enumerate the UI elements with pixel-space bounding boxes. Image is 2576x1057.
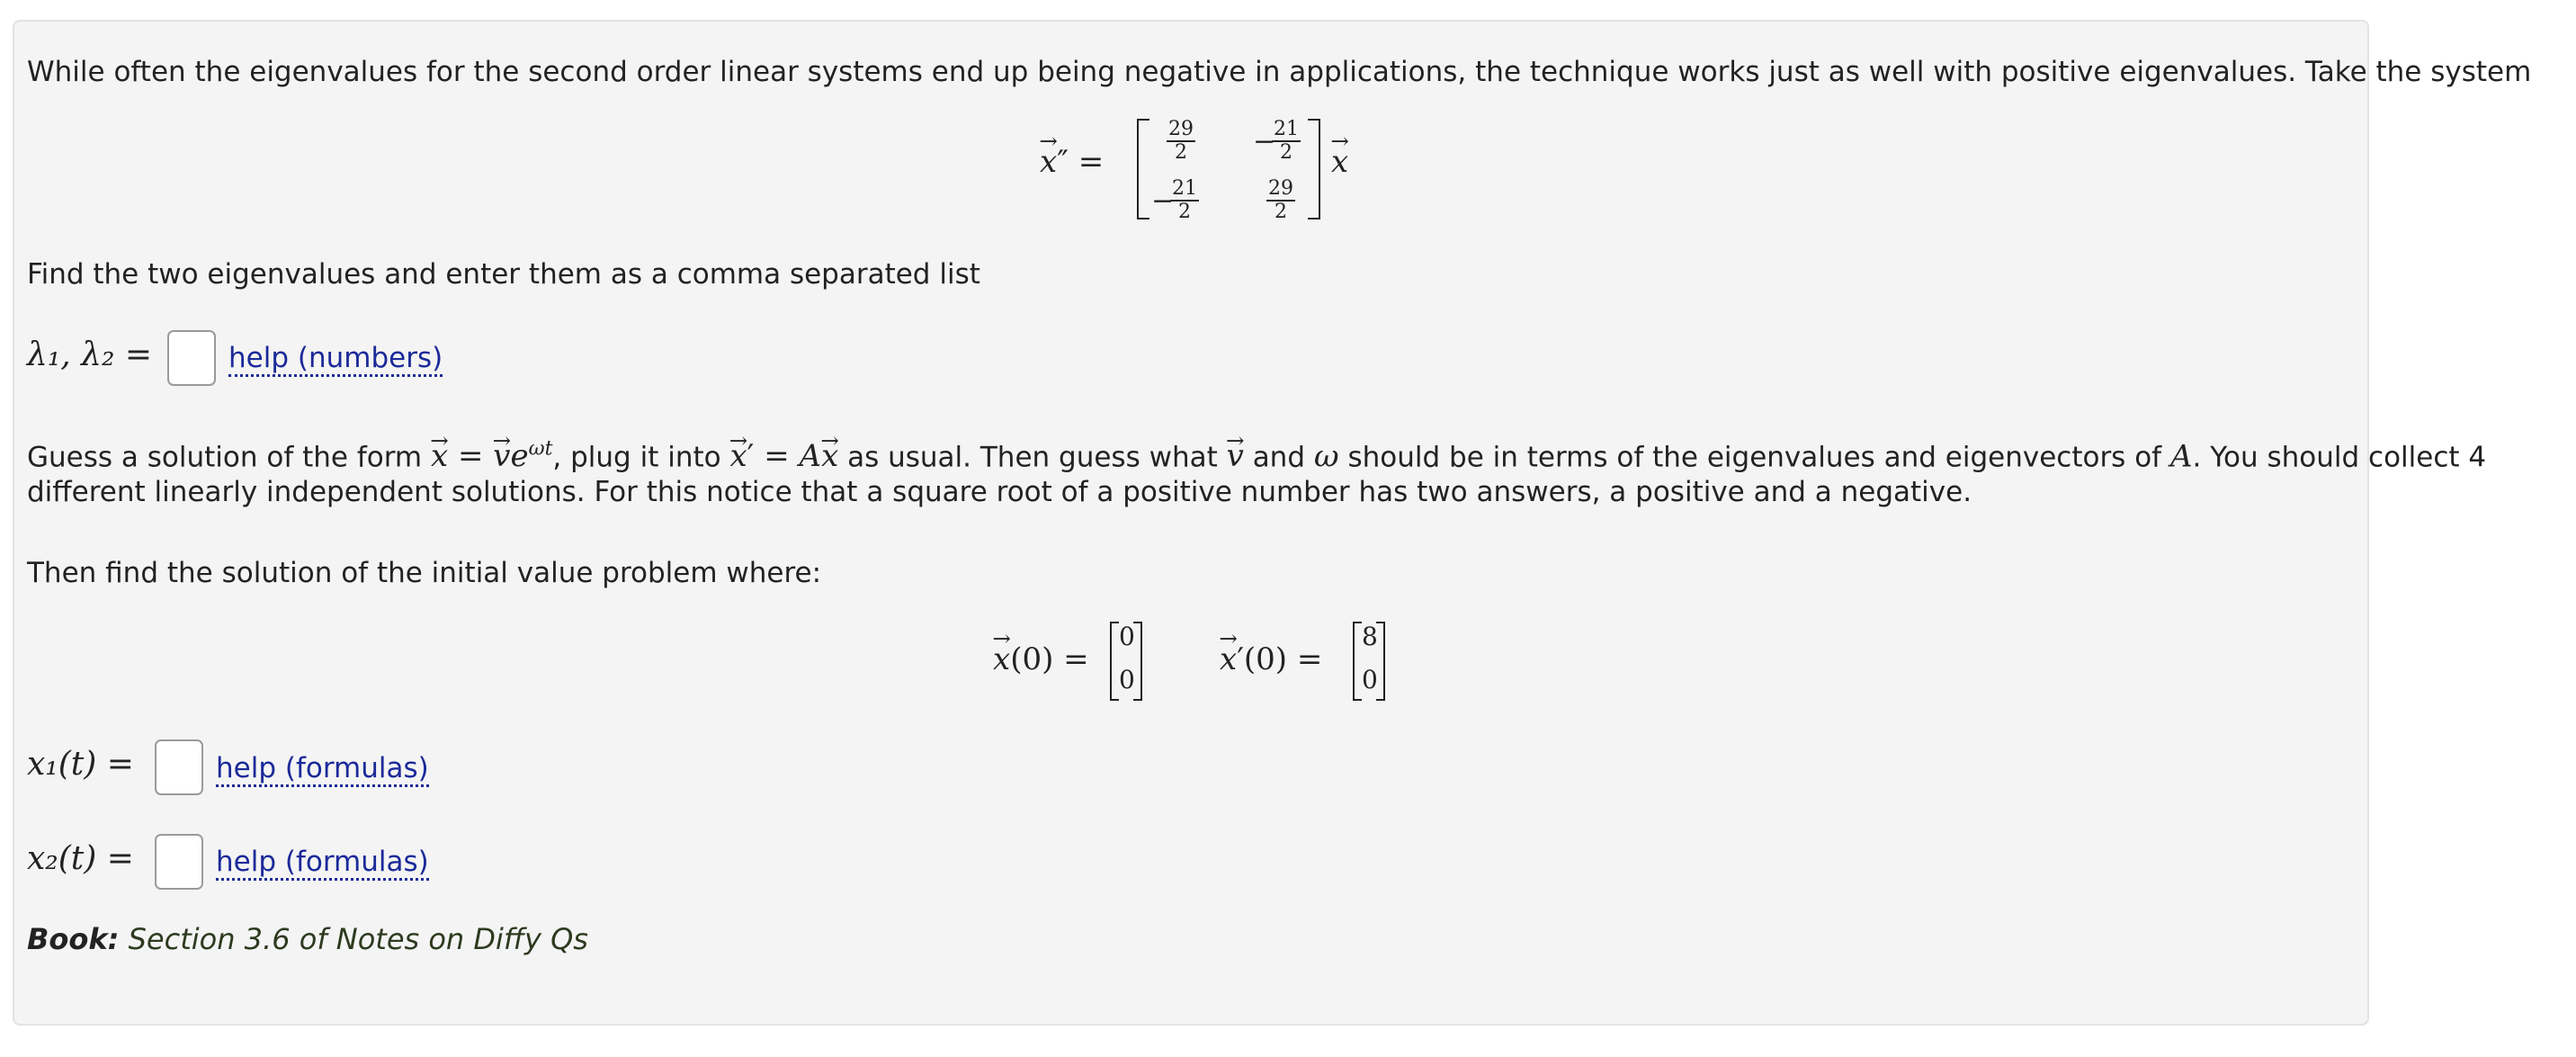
matrix-left-bracket [1137, 119, 1149, 219]
a22: $\frac{29}{2}$ [1268, 177, 1293, 223]
book-label: Book: [27, 922, 120, 956]
system-lhs: → x″ = [1040, 144, 1104, 180]
a21-sign: − [1151, 185, 1175, 217]
guess-text-line2: different linearly independent solutions. For this notice that a square root of a positive number has two answers, a positive and a negative. [27, 476, 1972, 508]
x0-left-bracket [1110, 622, 1119, 701]
system-rhs: → x [1331, 144, 1348, 180]
a21: $\frac{21}{2}$ [1172, 177, 1197, 223]
x1-answer-input[interactable] [155, 739, 203, 795]
a12: $\frac{21}{2}$ [1274, 118, 1299, 164]
x0-value-1: 0 [1119, 622, 1135, 651]
book-reference [27, 922, 588, 956]
a11: $\frac{29}{2}$ [1168, 118, 1194, 164]
xp0-left-bracket [1353, 622, 1362, 701]
guess-text-line1: Guess a solution of the form → x = → $ve^{\omega t}$, plug it into → x′ = A→ x as usual. Then guess what → v and ω should be in terms of the eigenvalues and eigenvectors of A. You should collect 4 [27, 427, 2486, 479]
x1-label: x₁(t) = [27, 746, 134, 783]
help-formulas-link-2[interactable]: help (formulas) [216, 846, 429, 881]
eigen-label: λ₁, λ₂ = [27, 336, 152, 373]
eigen-prompt: Find the two eigenvalues and enter them as a comma separated list [27, 258, 980, 291]
x0-value-2: 0 [1119, 665, 1135, 694]
help-numbers-link[interactable]: help (numbers) [228, 342, 443, 377]
x2-label: x₂(t) = [27, 840, 134, 877]
system-equation [1034, 108, 1358, 225]
x2-answer-input[interactable] [155, 834, 203, 890]
ivp-prompt: Then find the solution of the initial value problem where: [27, 557, 822, 589]
intro-text: While often the eigenvalues for the second order linear systems end up being negative in applications, the technique works just as well with positive eigenvalues. Take the system [27, 56, 2532, 88]
x0-right-bracket [1133, 622, 1142, 701]
matrix-right-bracket [1308, 119, 1320, 219]
xp0-value-2: 0 [1362, 665, 1378, 694]
xp0-label: → x′(0) = [1220, 641, 1322, 677]
xp0-right-bracket [1376, 622, 1385, 701]
eigen-answer-input[interactable] [167, 330, 216, 386]
help-formulas-link-1[interactable]: help (formulas) [216, 752, 429, 787]
x0-label: → x(0) = [993, 641, 1089, 677]
initial-conditions [989, 616, 1403, 706]
xp0-value-1: 8 [1362, 622, 1378, 651]
a12-sign: − [1253, 126, 1276, 157]
book-ref: Section 3.6 of Notes on Diffy Qs [128, 922, 588, 956]
